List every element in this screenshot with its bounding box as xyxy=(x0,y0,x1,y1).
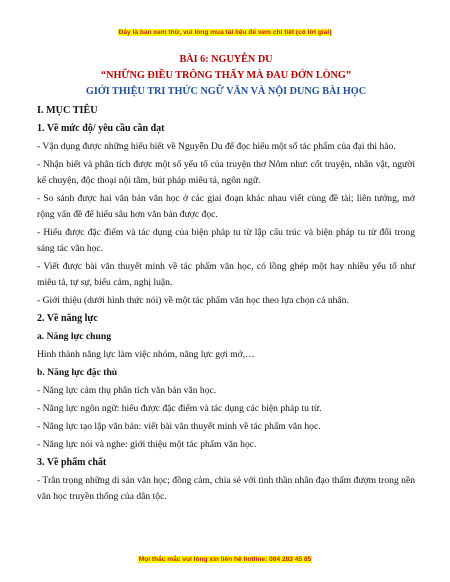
heading-general-competence: a. Năng lực chung xyxy=(37,331,111,342)
hotline-banner xyxy=(0,556,450,563)
paragraph: Hình thành năng lực làm việc nhóm, năng lực gợi mở,… xyxy=(37,349,255,360)
paragraph: - Giới thiệu (dưới hình thức nói) về một tác phẩm văn học theo lựa chọn cá nhân. xyxy=(37,295,349,306)
lesson-quote-title: “NHỮNG ĐIỀU TRÔNG THẤY MÀ ĐAU ĐỚN LÒNG” xyxy=(101,70,351,81)
heading-requirements: 1. Về mức độ/ yêu cầu cần đạt xyxy=(37,123,165,134)
heading-qualities: 3. Về phẩm chất xyxy=(37,457,107,468)
lesson-subtitle: GIỚI THIỆU TRI THỨC NGỮ VĂN VÀ NỘI DUNG BÀI HỌC xyxy=(85,86,367,97)
paragraph: - Năng lực ngôn ngữ: hiểu được đặc điểm và tác dụng các biện pháp tu từ. xyxy=(37,403,322,414)
document-body xyxy=(37,52,415,505)
paragraph: - Năng lực cảm thụ phân tích văn bản văn học. xyxy=(37,385,217,396)
preview-notice-banner xyxy=(0,29,450,36)
hotline-text: Mọi thắc mắc vui lòng xin liên hệ hotline: 084 283 45 85 xyxy=(138,556,312,563)
heading-specific-competence: b. Năng lực đặc thù xyxy=(37,367,118,378)
preview-notice-text: Đây là bản xem thử, vui lòng mua tài liệu để xem chi tiết (có lời giải) xyxy=(118,29,332,36)
paragraph: - Nhận biết và phân tích được một số yếu tố của truyện thơ Nôm như: cốt truyện, nhân vật, người kể chuyện, độc thoại nội tâm, bút pháp miêu tả, ngôn ngữ. xyxy=(37,159,415,186)
heading-competence: 2. Về năng lực xyxy=(37,313,98,324)
paragraph: - Trân trọng những di sản văn học; đồng cảm, chia sẻ với tình thần nhân đạo thấm đượm trong nền văn học truyền thống của dân tộc. xyxy=(37,475,415,502)
section-heading-objectives: I. MỤC TIÊU xyxy=(37,105,98,116)
paragraph: - Hiểu được đặc điểm và tác dụng của biện pháp tu từ lập cấu trúc và biện pháp tu từ đối trong sáng tác văn học. xyxy=(37,227,415,254)
paragraph: - Năng lực tạo lập văn bản: viết bài văn thuyết minh về tác phẩm văn học. xyxy=(37,421,321,432)
paragraph: - Viết được bài văn thuyết minh về tác phẩm văn học, có lồng ghép một hay nhiều yếu tố như miêu tả, tự sự, biểu cảm, nghị luận. xyxy=(37,261,415,288)
paragraph: - Vận dụng được những hiểu biết về Nguyễn Du để đọc hiểu một số tác phẩm của đại thi hào. xyxy=(37,141,396,152)
lesson-title: BÀI 6: NGUYỄN DU xyxy=(179,54,273,65)
paragraph: - So sánh được hai văn bản văn học ở các giai đoạn khác nhau viết cùng đề tài; liên tưởng, mở rộng vấn đề để hiểu sâu hơn văn bản được đọc. xyxy=(37,193,415,220)
paragraph: - Năng lực nói và nghe: giới thiệu một tác phẩm văn học. xyxy=(37,439,257,450)
